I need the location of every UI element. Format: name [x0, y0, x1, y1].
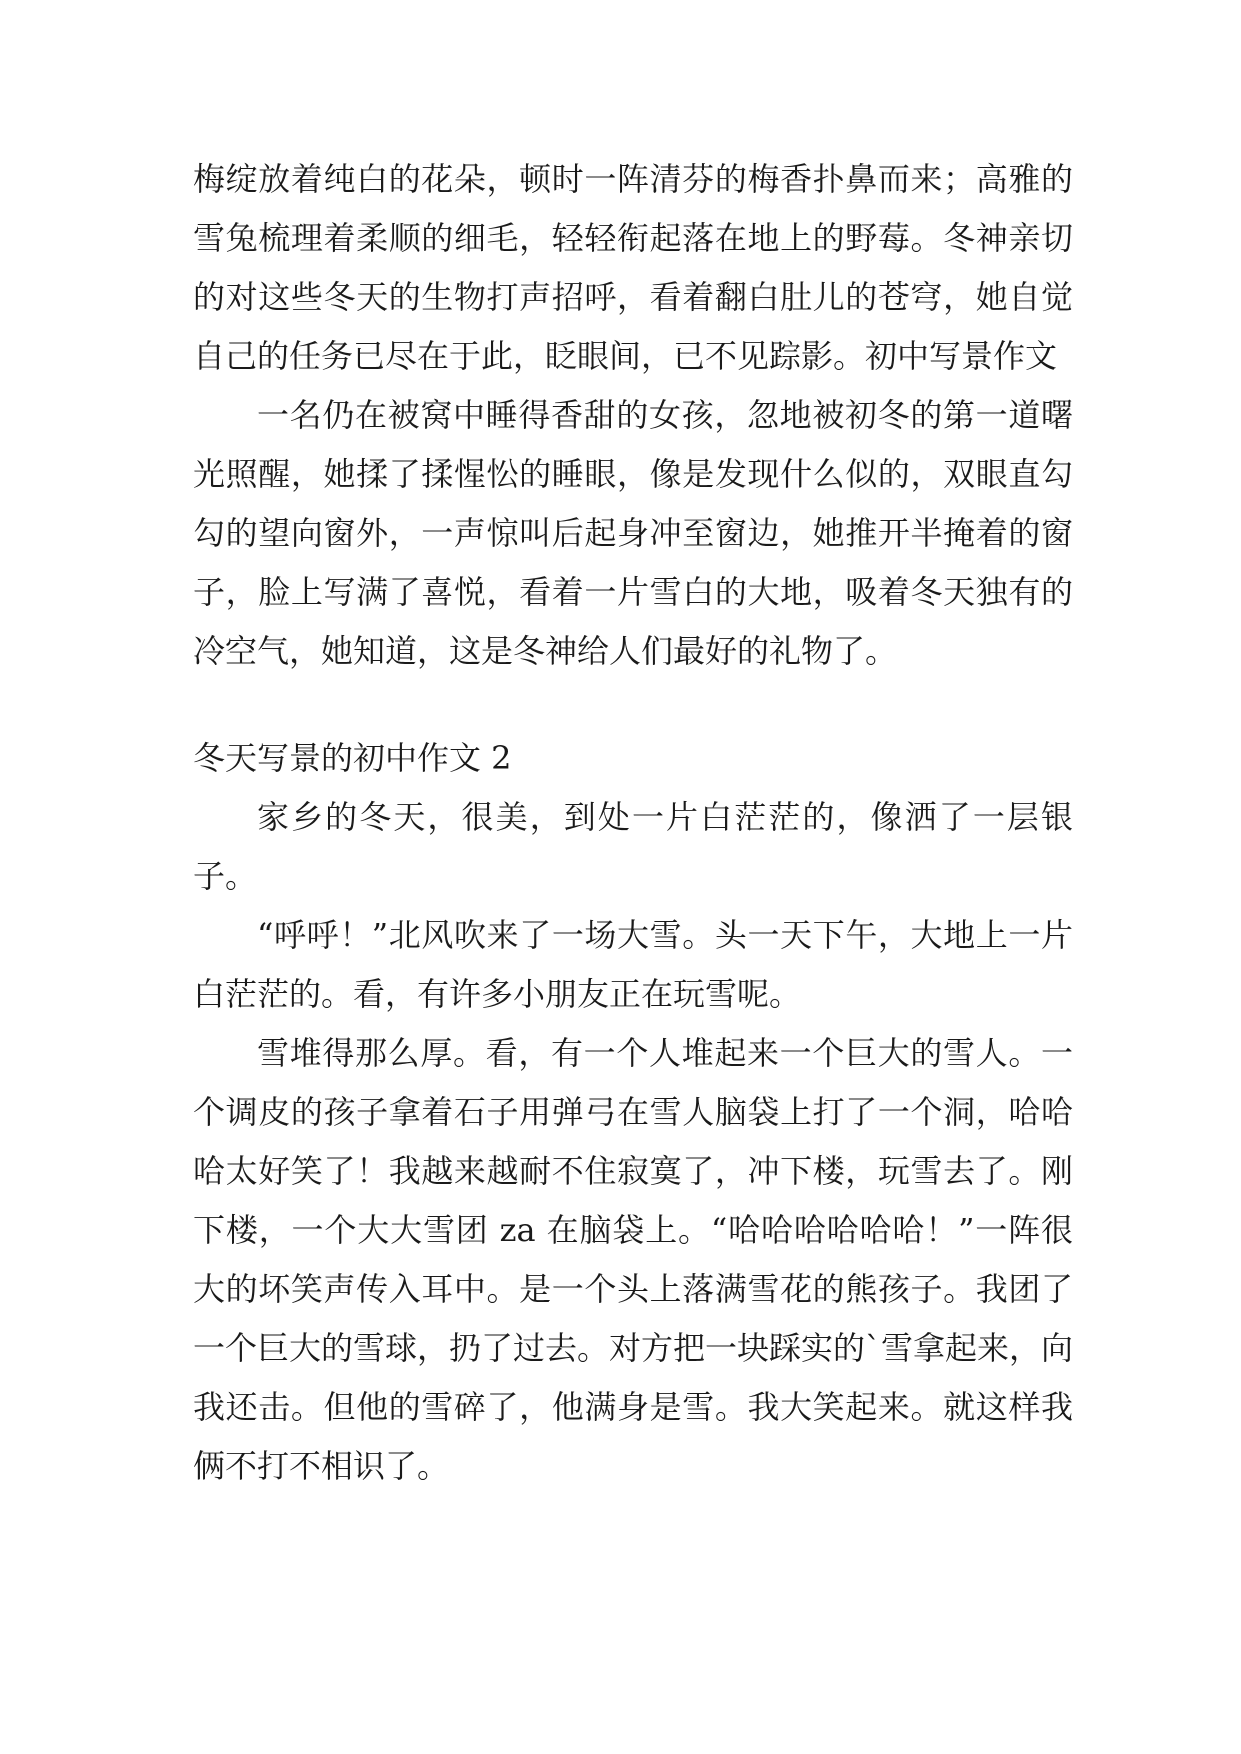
- paragraph-north-wind: “呼呼！”北风吹来了一场大雪。头一天下午，大地上一片白茫茫的。看，有许多小朋友正在玩雪呢。: [193, 916, 1073, 1013]
- paragraph-girl-wakes: 一名仍在被窝中睡得香甜的女孩，忽地被初冬的第一道曙光照醒，她揉了揉惺忪的睡眼，像是发现什么似的，双眼直勾勾的望向窗外，一声惊叫后起身冲至窗边，她推开半掩着的窗子，脸上写满了喜悦，看着一片雪白的大地，吸着冬天独有的冷空气，她知道，这是冬神给人们最好的礼物了。: [193, 396, 1073, 670]
- paragraph-hometown-winter: 家乡的冬天，很美，到处一片白茫茫的，像洒了一层银子。: [193, 798, 1073, 895]
- document-body: [193, 150, 1073, 1496]
- section-spacer: [193, 681, 1073, 729]
- paragraph-continued: 梅绽放着纯白的花朵，顿时一阵清芬的梅香扑鼻而来；高雅的雪兔梳理着柔顺的细毛，轻轻衔起落在地上的野莓。冬神亲切的对这些冬天的生物打声招呼，看着翻白肚儿的苍穹，她自觉自己的任务已尽在于此，眨眼间，已不见踪影。初中写景作文: [193, 160, 1073, 375]
- paragraph-snowball-fight: 雪堆得那么厚。看，有一个人堆起来一个巨大的雪人。一个调皮的孩子拿着石子用弹弓在雪人脑袋上打了一个洞，哈哈哈太好笑了！我越来越耐不住寂寞了，冲下楼，玩雪去了。刚下楼，一个大大雪团 za 在脑袋上。“哈哈哈哈哈哈！”一阵很大的坏笑声传入耳中。是一个头上落满雪花的熊孩子。我团了一个巨大的雪球，扔了过去。对方把一块踩实的`雪拿起来，向我还击。但他的雪碎了，他满身是雪。我大笑起来。就这样我俩不打不相识了。: [193, 1034, 1074, 1485]
- section-heading: 冬天写景的初中作文 2: [193, 739, 512, 777]
